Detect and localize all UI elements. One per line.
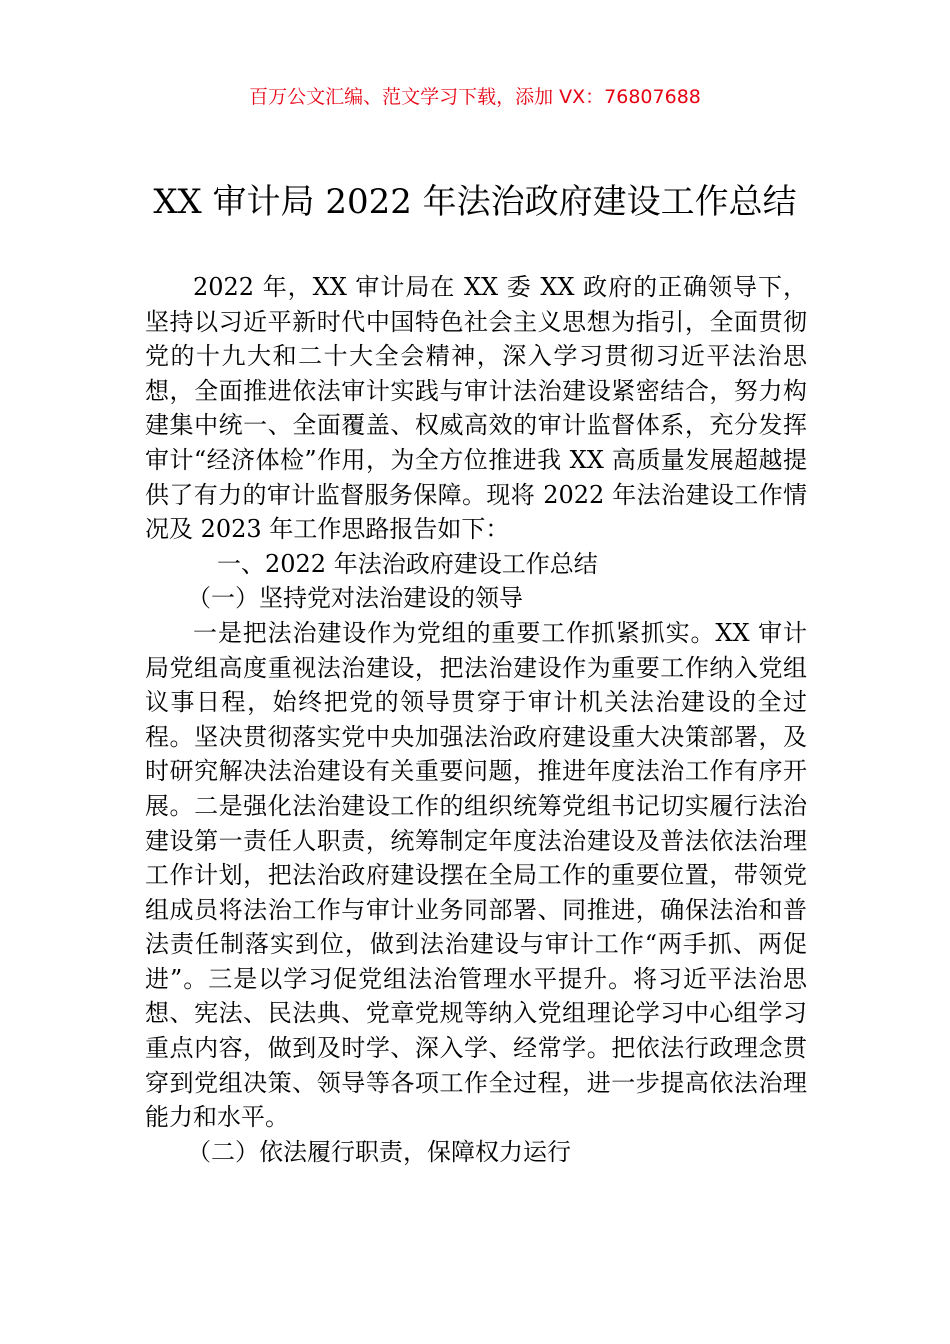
- document-title: XX 审计局 2022 年法治政府建设工作总结: [153, 182, 797, 222]
- document-body: [145, 270, 807, 1169]
- intro-paragraph: 2022 年，XX 审计局在 XX 委 XX 政府的正确领导下，坚持以习近平新时代中国特色社会主义思想为指引，全面贯彻党的十九大和二十大全会精神，深入学习贯彻习近平法治思想，全面推进依法审计实践与审计法治建设紧密结合，努力构建集中统一、全面覆盖、权威高效的审计监督体系，充分发挥审计“经济体检”作用，为全方位推进我 XX 高质量发展超越提供了有力的审计监督服务保障。现将 2022 年法治建设工作情况及 2023 年工作思路报告如下：: [145, 273, 807, 544]
- header-banner: 百万公文汇编、范文学习下载，添加 VX：76807688: [249, 86, 701, 108]
- section-heading-1: 一、2022 年法治政府建设工作总结: [217, 549, 598, 578]
- body-paragraph: 一是把法治建设作为党组的重要工作抓紧抓实。XX 审计局党组高度重视法治建设，把法治建设作为重要工作纳入党组议事日程，始终把党的领导贯穿于审计机关法治建设的全过程。坚决贯彻落实党中央加强法治政府建设重大决策部署，及时研究解决法治建设有关重要问题，推进年度法治工作有序开展。二是强化法治建设工作的组织统筹党组书记切实履行法治建设第一责任人职责，统筹制定年度法治建设及普法依法治理工作计划，把法治政府建设摆在全局工作的重要位置，带领党组成员将法治工作与审计业务同部署、同推进，确保法治和普法责任制落实到位，做到法治建设与审计工作“两手抓、两促进”。三是以学习促党组法治管理水平提升。将习近平法治思想、宪法、民法典、党章党规等纳入党组理论学习中心组学习重点内容，做到及时学、深入学、经常学。把依法行政理念贯穿到党组决策、领导等各项工作全过程，进一步提高依法治理能力和水平。: [145, 618, 807, 1132]
- sub-heading-1: （一）坚持党对法治建设的领导: [187, 584, 523, 613]
- sub-heading-2: （二）依法履行职责，保障权力运行: [187, 1137, 571, 1166]
